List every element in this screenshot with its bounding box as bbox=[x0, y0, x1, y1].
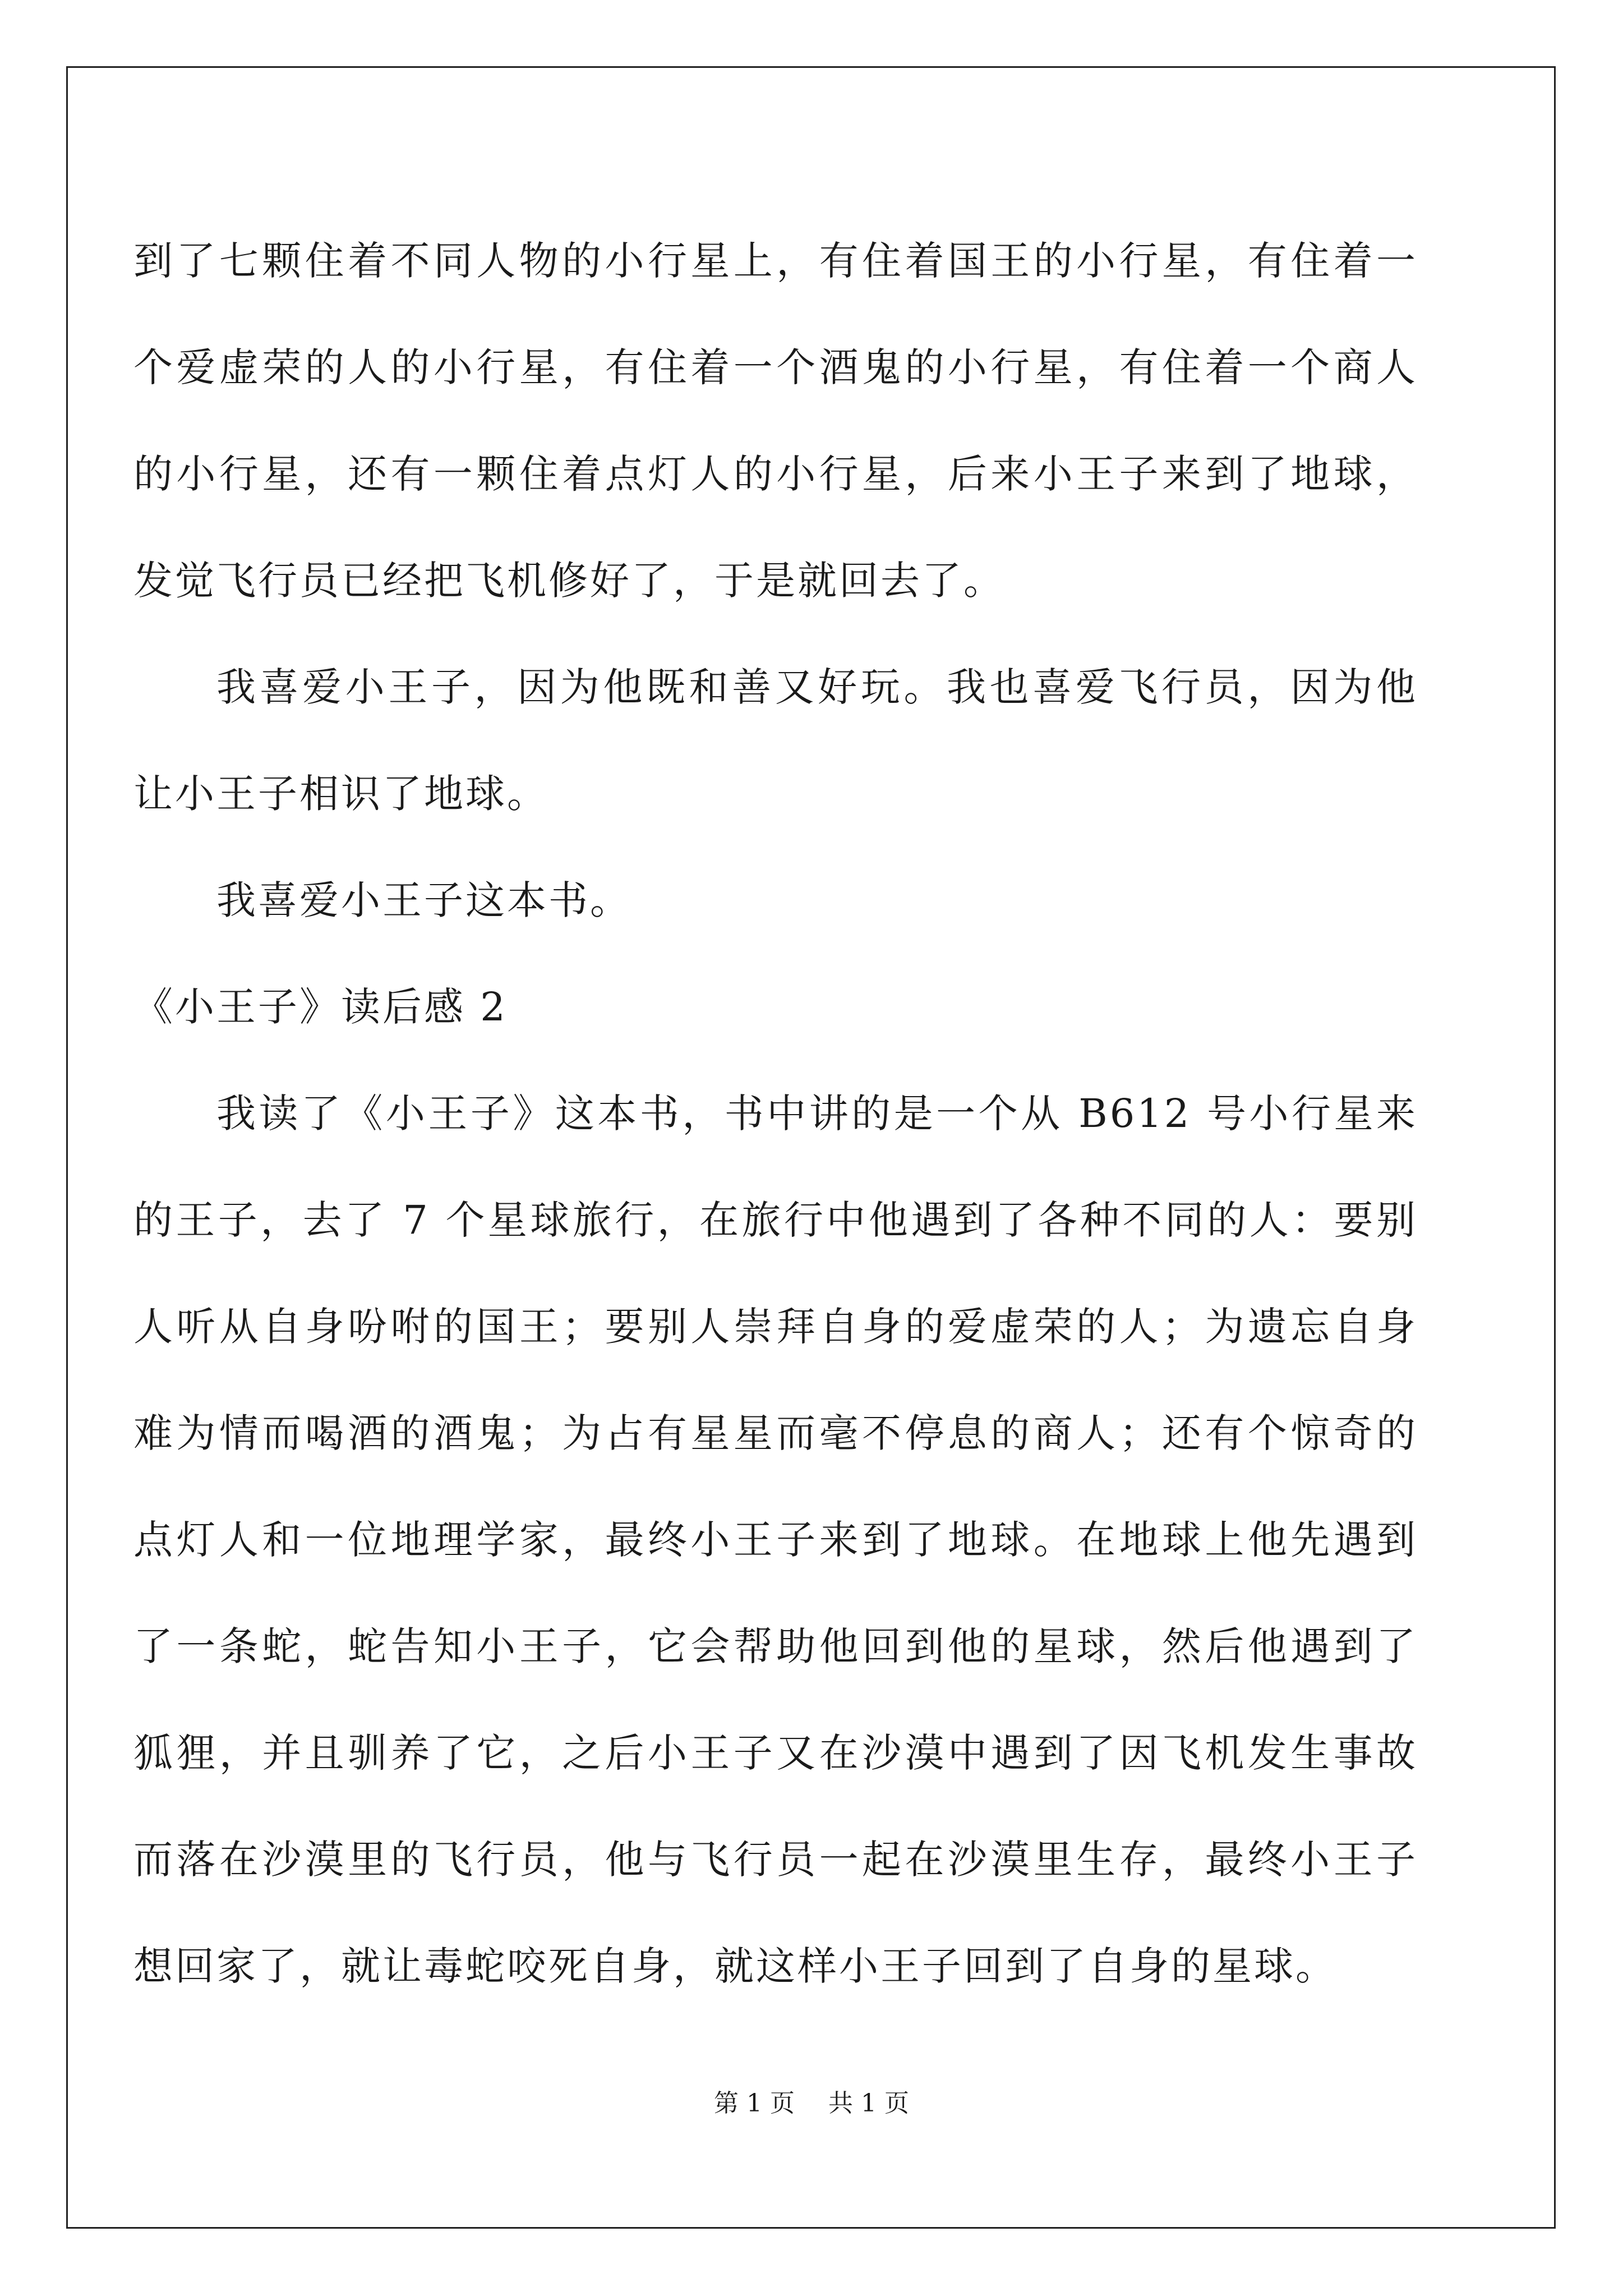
paragraph-2: 我喜爱小王子，因为他既和善又好玩。我也喜爱飞行员，因为他让小王子相识了地球。 bbox=[133, 664, 1418, 817]
paragraph-1: 到了七颗住着不同人物的小行星上，有住着国王的小行星，有住着一个爱虚荣的人的小行星，有住着一个酒鬼的小行星，有住着一个商人的小行星，还有一颗住着点灯人的小行星，后来小王子来到了地球，发觉飞行员已经把飞机修好了，于是就回去了。 bbox=[133, 238, 1418, 604]
section-title: 《小王子》读后感 2 bbox=[133, 984, 508, 1030]
document-body bbox=[133, 208, 1418, 2019]
page-number: 第 1 页 bbox=[714, 2089, 795, 2118]
paragraph-4: 我读了《小王子》这本书，书中讲的是一个从 B612 号小行星来的王子，去了 7 个星球旅行，在旅行中他遇到了各种不同的人：要别人听从自身吩咐的国王；要别人崇拜自身的爱虚荣的人；为遗忘自身难为情而喝酒的酒鬼；为占有星星而毫不停息的商人；还有个惊奇的点灯人和一位地理学家，最终小王子来到了地球。在地球上他先遇到了一条蛇，蛇告知小王子，它会帮助他回到他的星球，然后他遇到了狐狸，并且驯养了它，之后小王子又在沙漠中遇到了因飞机发生事故而落在沙漠里的飞行员，他与飞行员一起在沙漠里生存，最终小王子想回家了，就让毒蛇咬死自身，就这样小王子回到了自身的星球。 bbox=[133, 1091, 1418, 1989]
page-footer bbox=[0, 2087, 1623, 2120]
paragraph-3: 我喜爱小王子这本书。 bbox=[216, 877, 631, 923]
page-total: 共 1 页 bbox=[828, 2089, 909, 2118]
